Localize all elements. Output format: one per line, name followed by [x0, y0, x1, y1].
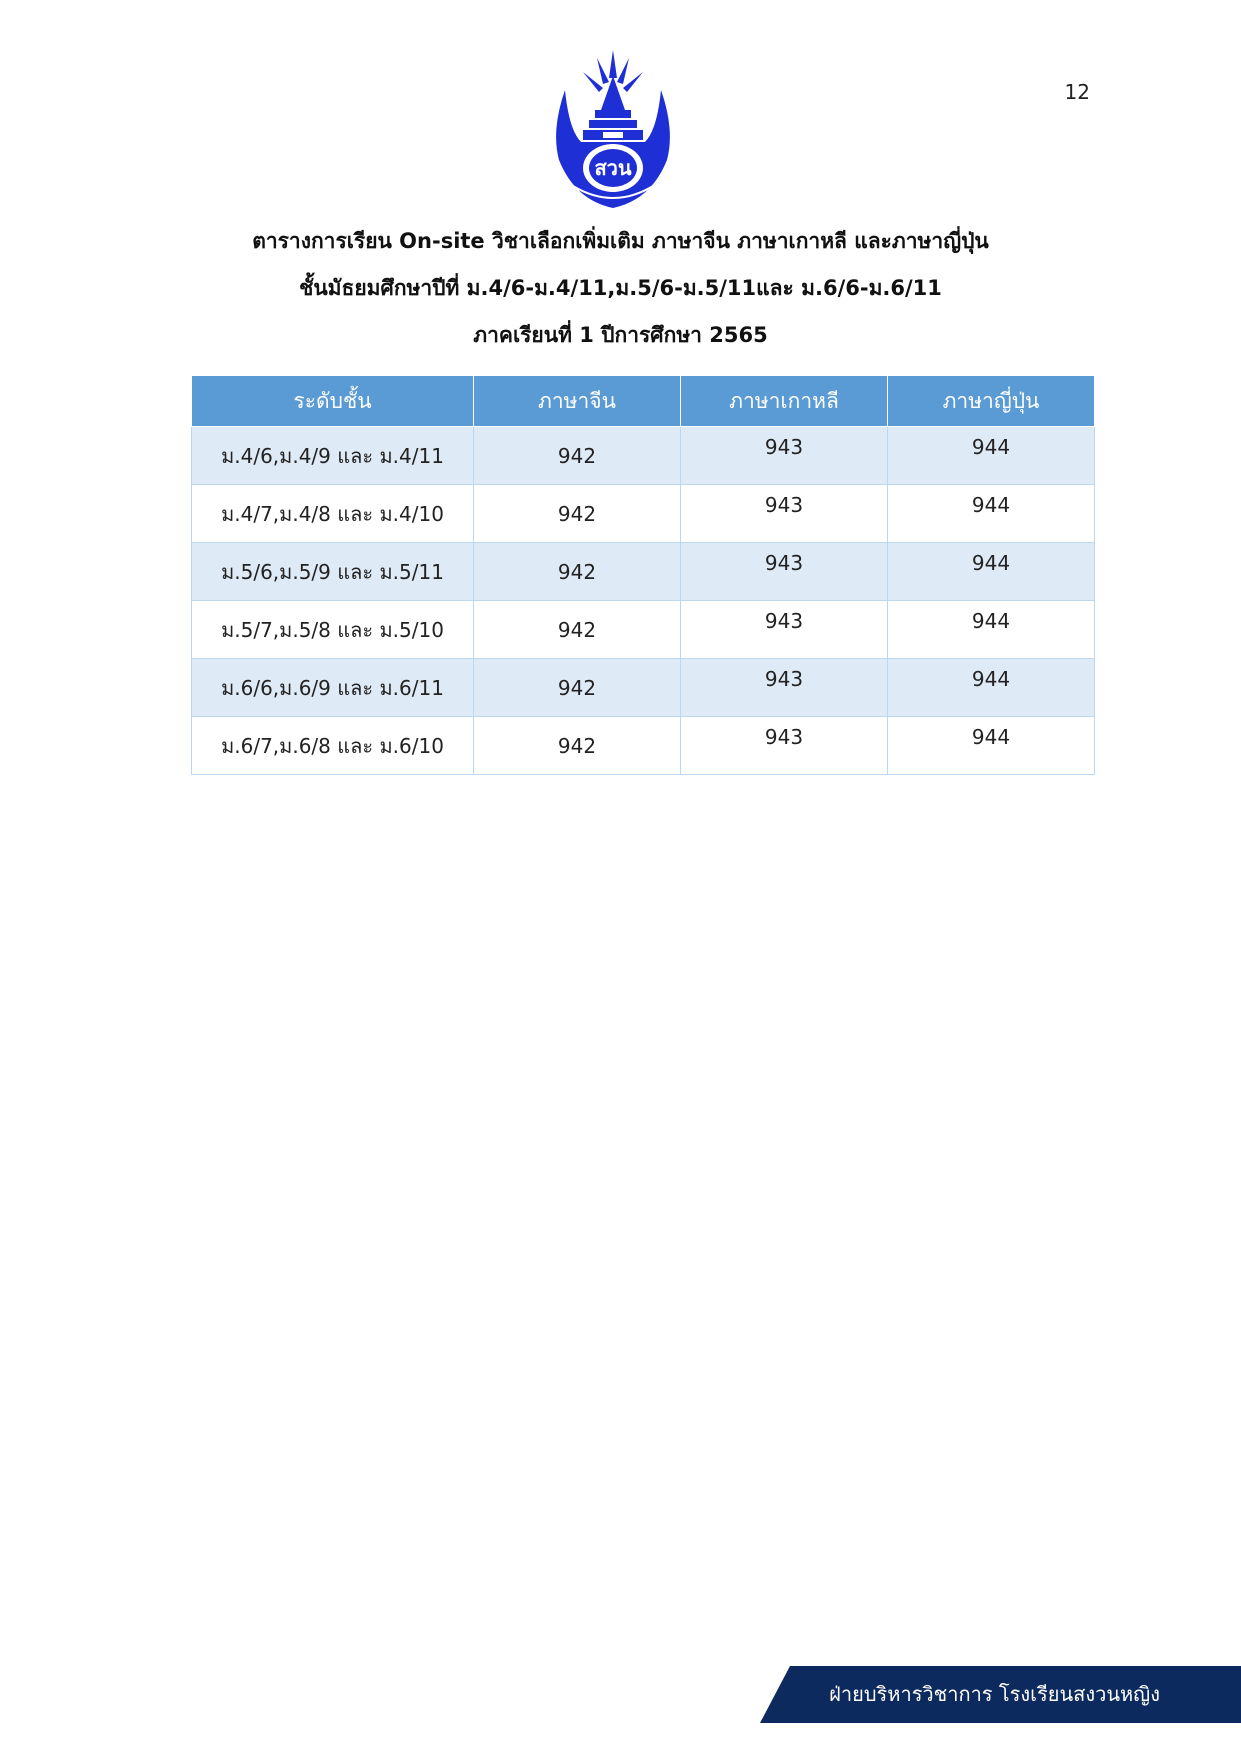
- table-row: [192, 427, 1095, 485]
- cell-korean-room: 943: [681, 717, 888, 775]
- footer-department: ฝ่ายบริหารวิชาการ โรงเรียนสงวนหญิง: [829, 1682, 1160, 1706]
- header-row: [192, 376, 1095, 427]
- cell-japanese-room: 944: [888, 659, 1095, 717]
- cell-chinese-room: 942: [474, 543, 681, 601]
- cell-korean-room: 943: [681, 601, 888, 659]
- table-row: [192, 717, 1095, 775]
- cell-japanese-room: 944: [888, 427, 1095, 485]
- cell-level: ม.4/6,ม.4/9 และ ม.4/11: [192, 427, 474, 485]
- cell-japanese-room: 944: [888, 485, 1095, 543]
- table-row: [192, 659, 1095, 717]
- table-row: [192, 485, 1095, 543]
- cell-chinese-room: 942: [474, 717, 681, 775]
- page-number: 12: [1064, 80, 1090, 104]
- cell-chinese-room: 942: [474, 659, 681, 717]
- cell-chinese-room: 942: [474, 485, 681, 543]
- header-level: ระดับชั้น: [192, 376, 474, 427]
- cell-level: ม.5/7,ม.5/8 และ ม.5/10: [192, 601, 474, 659]
- cell-japanese-room: 944: [888, 543, 1095, 601]
- header-korean: ภาษาเกาหลี: [681, 376, 888, 427]
- table-row: [192, 601, 1095, 659]
- cell-korean-room: 943: [681, 659, 888, 717]
- logo-caption: สวน: [594, 156, 632, 180]
- cell-korean-room: 943: [681, 543, 888, 601]
- title-line-3: ภาคเรียนที่ 1 ปีการศึกษา 2565: [473, 323, 768, 347]
- cell-japanese-room: 944: [888, 717, 1095, 775]
- cell-chinese-room: 942: [474, 601, 681, 659]
- cell-level: ม.6/7,ม.6/8 และ ม.6/10: [192, 717, 474, 775]
- school-logo: [545, 50, 681, 210]
- table-row: [192, 543, 1095, 601]
- cell-korean-room: 943: [681, 427, 888, 485]
- header-chinese: ภาษาจีน: [474, 376, 681, 427]
- cell-level: ม.6/6,ม.6/9 และ ม.6/11: [192, 659, 474, 717]
- header-japanese: ภาษาญี่ปุ่น: [888, 376, 1095, 427]
- cell-chinese-room: 942: [474, 427, 681, 485]
- cell-level: ม.5/6,ม.5/9 และ ม.5/11: [192, 543, 474, 601]
- title-line-2: ชั้นมัธยมศึกษาปีที่ ม.4/6-ม.4/11,ม.5/6-ม.5/11และ ม.6/6-ม.6/11: [299, 276, 942, 300]
- cell-japanese-room: 944: [888, 601, 1095, 659]
- cell-level: ม.4/7,ม.4/8 และ ม.4/10: [192, 485, 474, 543]
- title-line-1: ตารางการเรียน On-site วิชาเลือกเพิ่มเติม ภาษาจีน ภาษาเกาหลี และภาษาญี่ปุ่น: [252, 229, 989, 253]
- schedule-table: [191, 375, 1095, 775]
- cell-korean-room: 943: [681, 485, 888, 543]
